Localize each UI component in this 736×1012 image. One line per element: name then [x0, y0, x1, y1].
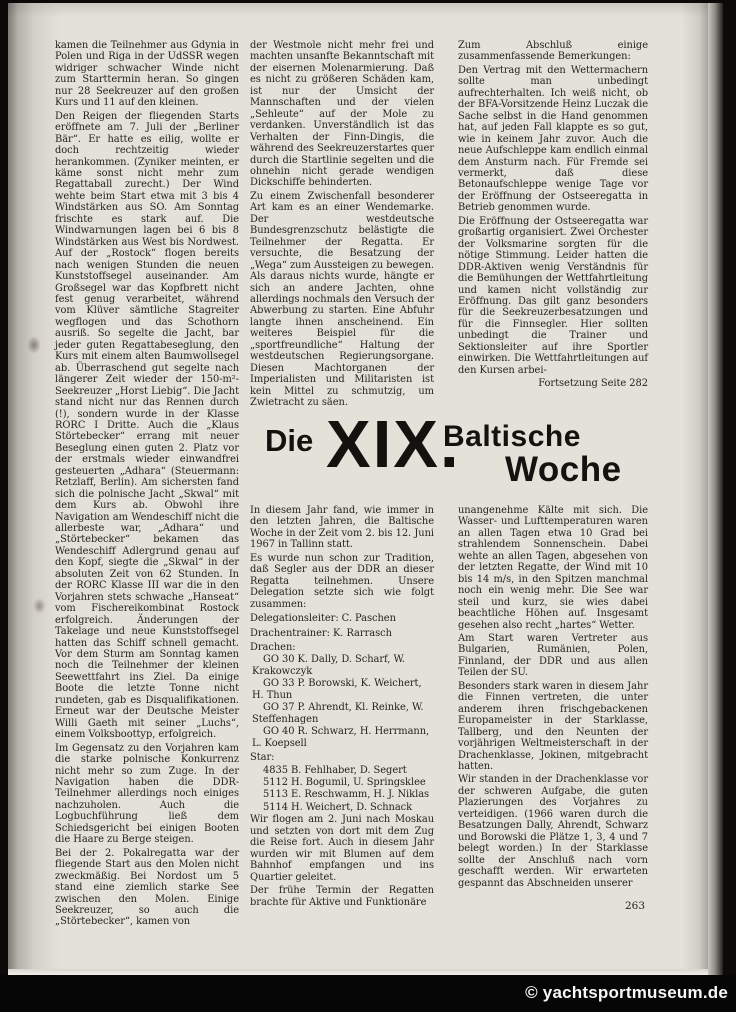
paragraph: Es wurde nun schon zur Tradition, daß Segler aus der DDR an dieser Regatta teilnehmen. Unsere Delegation setzte sich wie folgt zusammen: [250, 552, 434, 610]
left-text-column [55, 40, 239, 930]
continuation-note: Fortsetzung Seite 282 [538, 378, 648, 390]
paragraph-group [458, 40, 648, 376]
drachen-crew-list [250, 654, 434, 749]
watermark-bar [0, 975, 736, 1012]
paragraph: Bei der 2. Pokalregatta war der fliegende Start aus den Molen nicht zweckmäßig. Bei Nordost um 5 stand eine ziemlich starke See zwischen den Molen. Einige Seekreuzer, so auch die „Störtebecker“, kamen von [55, 847, 239, 928]
star-class-label: Star: [250, 752, 275, 764]
paragraph: Besonders stark waren in diesem Jahr die Finnen vertreten, die unter anderem ihren frischgebackenen Europameister in der Starklasse, Tallberg, und den Neunten der vorjährigen Weltmeisterschaft in der Drachenklasse, Jokinen, mitgebracht hatten. [458, 680, 648, 772]
outro-paragraphs [250, 814, 434, 908]
paragraph: Zu einem Zwischenfall besonderer Art kam es an einer Wendemarke. Der westdeutsche Bundesgrenzschutz belästigte die Teilnehmer der Regatta. Er versuchte, die Besatzung der „Wega“ zum Aussteigen zu bewegen. Als daraus nichts wurde, hängte er sich an andere Jachten, ohne allerdings nochmals den Versuch der Abwerbung zu starten. Eine Abfuhr langte ihnen anscheinend. Ein weiteres Beispiel für die „sportfreundliche“ Haltung der westdeutschen Regierungsorgane. Diesen Machtorganen der Imperialisten und Militaristen ist kein Mittel zu schmutzig, um Zwietracht zu säen. [250, 190, 434, 409]
crew-entry: 4835 B. Fehlhaber, D. Segert [263, 764, 407, 776]
paragraph: Der frühe Termin der Regatten brachte für Aktive und Funktionäre [250, 885, 434, 908]
crew-entry: GO 37 P. Ahrendt, Kl. Reinke, W. Steffenhagen [252, 702, 424, 725]
paragraph: Die Eröffnung der Ostseeregatta war großartig organisiert. Zwei Orchester der Volksmarine sorgten für die nötige Stimmung. Leider hatten die DDR-Aktiven wenig Verständnis für die Bemühungen der Wettfahrtleitung und kamen nicht vollständig zur Eröffnung. Das gilt ganz besonders für die Seekreuzerbesatzungen und für die Finnsegler. Hier sollten unbedingt die Trainer und Sektionsleiter auf ihre Sportler einwirken. Die Wettfahrtleitungen auf den Kursen arbei- [458, 215, 648, 376]
paragraph: der Westmole nicht mehr frei und machten unsanfte Bekanntschaft mit der eisernen Molenarmierung. Daß es nicht zu größeren Schäden kam, ist nur der Umsicht der Mannschaften und der vielen „Sehleute“ auf der Mole zu verdanken. Unverständlich ist das Verhalten der Finn-Dingis, die während des Seekreuzerstartes quer durch die Startlinie segelten und die ohnehin nicht gerade wendigen Dickschiffe behinderten. [250, 40, 434, 189]
paragraph: Wir flogen am 2. Juni nach Moskau und setzten von dort mit dem Zug die Reise fort. Auch in diesem Jahr wurden wir mit Blumen auf dem Bahnhof empfangen und ins Quartier geleitet. [250, 814, 434, 883]
delegation-officials-list [250, 613, 434, 639]
paragraph: In diesem Jahr fand, wie immer in den letzten Jahren, die Baltische Woche in der Zeit vom 2. bis 12. Juni 1967 in Tallinn statt. [250, 505, 434, 551]
official-entry: Drachentrainer: K. Rarrasch [250, 627, 392, 639]
paragraph: Im Gegensatz zu den Vorjahren kam die starke polnische Konkurrenz nicht mehr so zum Zuge. In der Navigation haben die DDR-Teilnehmer allerdings noch einiges nachzuholen. Auch die Logbuchführung ließ dem Schiedsgericht bei einigen Booten die Haare zu Berge steigen. [55, 742, 239, 846]
crew-entry: 5112 H. Bogumil, U. Springsklee [263, 776, 426, 788]
crew-entry: 5114 H. Weichert, D. Schnack [263, 801, 413, 813]
intro-paragraphs [250, 505, 434, 610]
paragraph: Den Reigen der fliegenden Starts eröffnete am 7. Juli der „Berliner Bär“. Er hatte es eilig, wollte er doch rechtzeitig wieder herankommen. (Zyniker meinten, er käme sonst nicht mehr zum Regattaball zurecht.) Der Wind wehte beim Start etwa mit 3 bis 4 Windstärken aus SO. Am Sonntag frischte es stark auf. Die Windwarnungen lagen bei 6 bis 8 Windstärken aus West bis Nordwest. Auf der „Rostock“ flogen bereits nach wenigen Stunden die neuen Kunststoffsegel auseinander. Am Großsegel war das Kopfbrett nicht fest genug verarbeitet, während vom Klüver sämtliche Stagreiter wegflogen und das Schothorn ausriß. So segelte die Jacht, bar jeder guten Regattabeseglung, den Kurs mit einem alten Baumwollsegel ab. Überraschend gut segelte nach längerer Zeit wieder der 150-m²-Seekreuzer „Horst Liebig“. Die Jacht stand nicht nur das Rennen durch (!), sondern wurde in der Klasse RORC I Dritte. Auch die „Klaus Störtebecker“ errang mit neuer Beseglung einen guten 2. Platz vor der erstmals wieder einwandfrei gesteuerten „Adhara“ (Steuermann: Retzlaff, Berlin). Am sichersten fand sich die polnische Jacht „Skwal“ mit dem Kurs ab. Obwohl ihre Navigation am Wendeschiff nicht die allerbeste war, „Adhara“ und „Störtebecker“ bekamen das Wendeschiff Adlergrund genau auf den Kopf, siegte die „Skwal“ in der absoluten Zeit von 62 Stunden. In der RORC Klasse III war die in den Vorjahren stets schwache „Hanseat“ vom Fischereikombinat Rostock erfolgreich. Änderungen der Takelage und neue Kunststoffsegel hatten das Schiff schnell gemacht. Vor dem Sturm am Sonntag kamen noch die Teilnehmer der kleinen Seewettfahrt ins Ziel. Da einige Boote die letzte Tonne nicht rundeten, gab es Disqualifikationen. Erneut war der Deutsche Meister Willi Gaeth mit seiner „Luchs“, einem Volksboottyp, erfolgreich. [55, 110, 239, 741]
star-crew-list [250, 765, 434, 814]
crew-entry: GO 33 P. Borowski, K. Weichert, H. Thun [252, 678, 422, 701]
heading-word-woche: Woche [505, 450, 622, 489]
middle-text-column-top [250, 40, 434, 411]
official-entry: Delegationsleiter: C. Paschen [250, 613, 396, 625]
article-right-column [458, 505, 648, 891]
watermark-text: © yachtsportmuseum.de [525, 983, 728, 1002]
paragraph: Den Vertrag mit den Wettermachern sollte man unbedingt aufrechterhalten. Ich weiß nicht, ob der BFA-Vorsitzende Heinz Luczak die Sache selbst in die Hand genommen hat, auf jeden Fall klappte es so gut, wie in keinem Jahr zuvor. Auch die neue Aufschleppe kam endlich einmal dem Ansturm nach. Für Fremde sei vermerkt, daß diese Betonaufschleppe wenige Tage vor der Eröffnung der Ostseeregatta in Betrieb genommen wurde. [458, 64, 648, 214]
article-left-column [250, 505, 434, 910]
right-text-column-top [458, 40, 648, 392]
crew-entry: GO 30 K. Dally, D. Scharf, W. Krakowczyk [252, 654, 405, 677]
crew-entry: 5113 E. Reschwamm, H. J. Niklas [263, 789, 430, 801]
page-number: 263 [624, 900, 645, 912]
heading-word-xix: XIX. [326, 407, 461, 482]
heading-word-baltische: Baltische [443, 420, 581, 453]
paragraph: unangenehme Kälte mit sich. Die Wasser- und Lufttemperaturen waren an allen Tagen etwa 10 Grad bei strahlendem Sonnenschein. Dabei wehte an allen Tagen, abgesehen von der letzten Regatte, der Wind mit 10 bis 14 m/s, in den Spitzen manchmal noch ein wenig mehr. Die See war steil und kurz, sie wies dabei beachtliche Höhen auf. Insgesamt gesehen also recht „hartes“ Wetter. [458, 505, 648, 631]
drachen-class-label: Drachen: [250, 641, 296, 653]
heading-word-die: Die [265, 423, 314, 458]
paragraph: Wir standen in der Drachenklasse vor der schweren Aufgabe, die guten Plazierungen des Vorjahres zu verteidigen. (1966 waren durch die Besatzungen Dally, Ahrendt, Schwarz und Borowski die Plätze 1, 3, 4 und 7 belegt worden.) In der Starklasse sollte der Anschluß nach vorn geschafft werden. Wir erwarteten gespannt das Abschneiden unserer [458, 774, 648, 889]
book-page-stack-edge [708, 3, 723, 975]
paragraph: kamen die Teilnehmer aus Gdynia in Polen und Riga in der UdSSR wegen widriger schwacher Winde nicht zum Starttermin heran. So gingen nur 28 Seekreuzer auf den großen Kurs und 11 auf den kleinen. [55, 40, 239, 109]
paragraph: Am Start waren Vertreter aus Bulgarien, Rumänien, Polen, Finnland, der DDR und aus allen Teilen der SU. [458, 632, 648, 679]
crew-entry: GO 40 R. Schwarz, H. Herrmann, L. Koepsell [252, 726, 430, 749]
article-heading [250, 407, 650, 507]
paragraph: Zum Abschluß einige zusammenfassende Bemerkungen: [458, 40, 648, 63]
